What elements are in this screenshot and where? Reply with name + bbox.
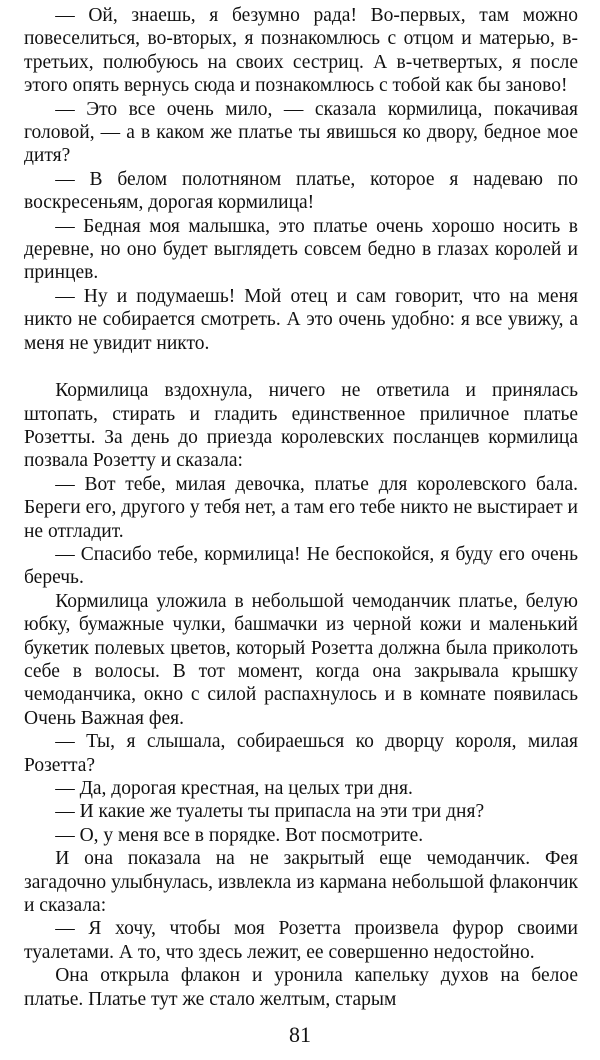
paragraph: Кормилица уложила в небольшой чемоданчик платье, белую юбку, бумажные чулки, башмачки из черной кожи и маленький букетик полевых цветов, который Розетта должна была приколоть себе в волосы. В тот момент, когда она закрывала крышку чемоданчика, окно с силой распахнулось и в комнате появилась Очень Важная фея. (24, 590, 578, 729)
paragraph: — Ну и подумаешь! Мой отец и сам говорит, что на меня никто не собирается смотреть. А это очень удобно: я все увижу, а меня не увидит никто. (24, 285, 578, 354)
paragraph: И она показала на не закрытый еще чемоданчик. Фея загадочно улыбнулась, извлекла из кармана небольшой флакончик и сказала: (24, 848, 578, 917)
paragraph: — Это все очень мило, — сказала кормилица, покачивая головой, — а в каком же платье ты явишься ко двору, бедное мое дитя? (24, 98, 578, 167)
paragraph: — Спасибо тебе, кормилица! Не беспокойся, я буду его очень беречь. (24, 543, 578, 589)
page-number: 81 (289, 1022, 311, 1047)
paragraph: — Бедная моя малышка, это платье очень хорошо носить в деревне, но оно будет выглядеть совсем бедно в глазах королей и принцев. (24, 215, 578, 284)
paragraph: — Вот тебе, милая девочка, платье для королевского бала. Береги его, другого у тебя нет, а там его тебе никто не выстирает и не отгладит. (24, 473, 578, 542)
paragraph: — О, у меня все в порядке. Вот посмотрите. (55, 824, 424, 846)
paragraph: — Ой, знаешь, я безумно рада! Во-первых, там можно повеселиться, во-вторых, я познакомлюсь с отцом и матерью, в-третьих, полюбуюсь на своих сестриц. А в-четвертых, я после этого опять вернусь сюда и познакомлюсь с тобой как бы заново! (24, 5, 578, 97)
section-break (24, 355, 578, 379)
paragraph: Она открыла флакон и уронила капельку духов на белое платье. Платье тут же стало желтым, старым (24, 965, 578, 1010)
paragraph: — И какие же туалеты ты припасла на эти три дня? (55, 801, 485, 823)
paragraph: — В белом полотняном платье, которое я надеваю по воскресеньям, дорогая кормилица! (24, 168, 578, 214)
paragraph: — Я хочу, чтобы моя Розетта произвела фурор своими туалетами. А то, что здесь лежит, ее совершенно недостойно. (24, 918, 578, 963)
paragraph: Кормилица вздохнула, ничего не ответила и принялась штопать, стирать и гладить единственное приличное платье Розетты. За день до приезда королевских посланцев кормилица позвала Розетту и сказала: (24, 380, 578, 472)
paragraph: — Ты, я слышала, собираешься ко дворцу короля, милая Розетта? (24, 731, 578, 776)
paragraph: — Да, дорогая крестная, на целых три дня. (55, 778, 413, 799)
